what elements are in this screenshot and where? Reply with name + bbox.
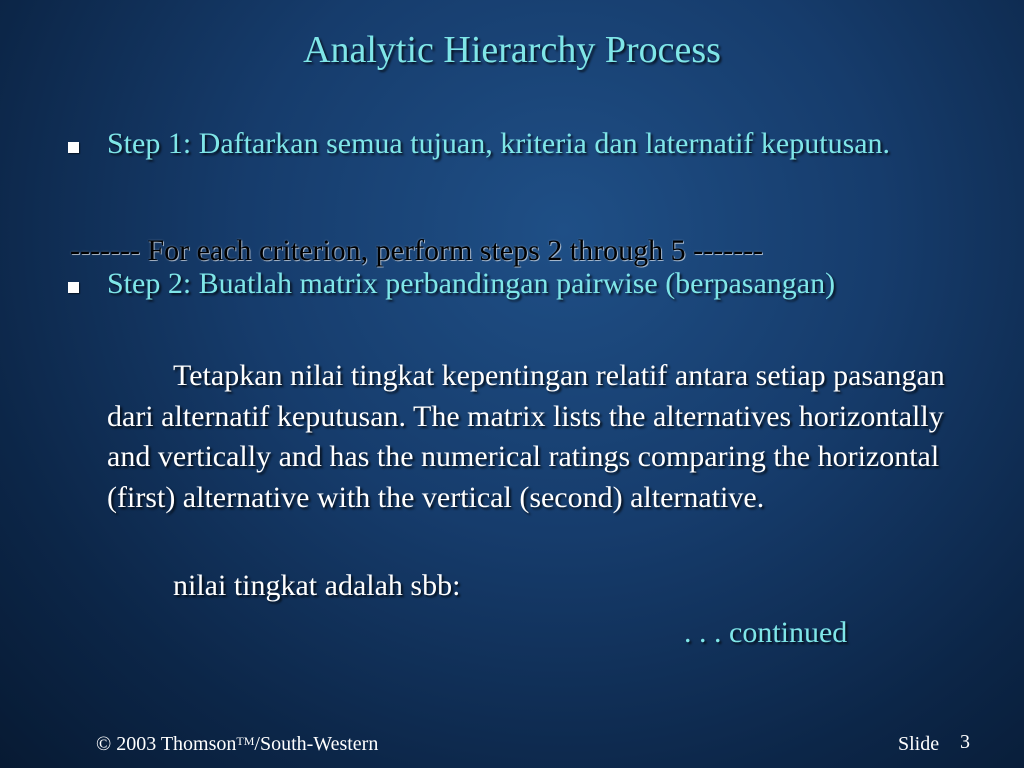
slide-title: Analytic Hierarchy Process: [303, 29, 721, 71]
trademark-symbol: TM: [236, 734, 255, 748]
step-2-description: Tetapkan nilai tingkat kepentingan relatif antara setiap pasangan dari alternatif keputusan. The matrix lists the alternatives horizontally and vertically and has the numerical ratings comparing the horizontal (first) alternative with the vertical (second) alternative.: [107, 359, 945, 514]
continued-label: . . . continued: [684, 616, 848, 649]
criterion-divider-text: ------- For each criterion, perform steps 2 through 5 -------: [70, 234, 764, 267]
slide-number: 3: [960, 731, 970, 753]
footer-copyright: [96, 733, 378, 756]
ratings-intro: nilai tingkat adalah sbb:: [173, 569, 461, 602]
step-1-text: Step 1: Daftarkan semua tujuan, kriteria dan laternatif keputusan.: [107, 127, 891, 160]
slide-label: Slide: [898, 733, 940, 755]
copyright-prefix: © 2003 Thomson: [96, 733, 237, 755]
square-bullet-icon: [68, 282, 79, 293]
square-bullet-icon: [68, 142, 79, 153]
copyright-suffix: /South-Western: [254, 733, 379, 755]
step-2-text: Step 2: Buatlah matrix perbandingan pairwise (berpasangan): [107, 267, 836, 300]
